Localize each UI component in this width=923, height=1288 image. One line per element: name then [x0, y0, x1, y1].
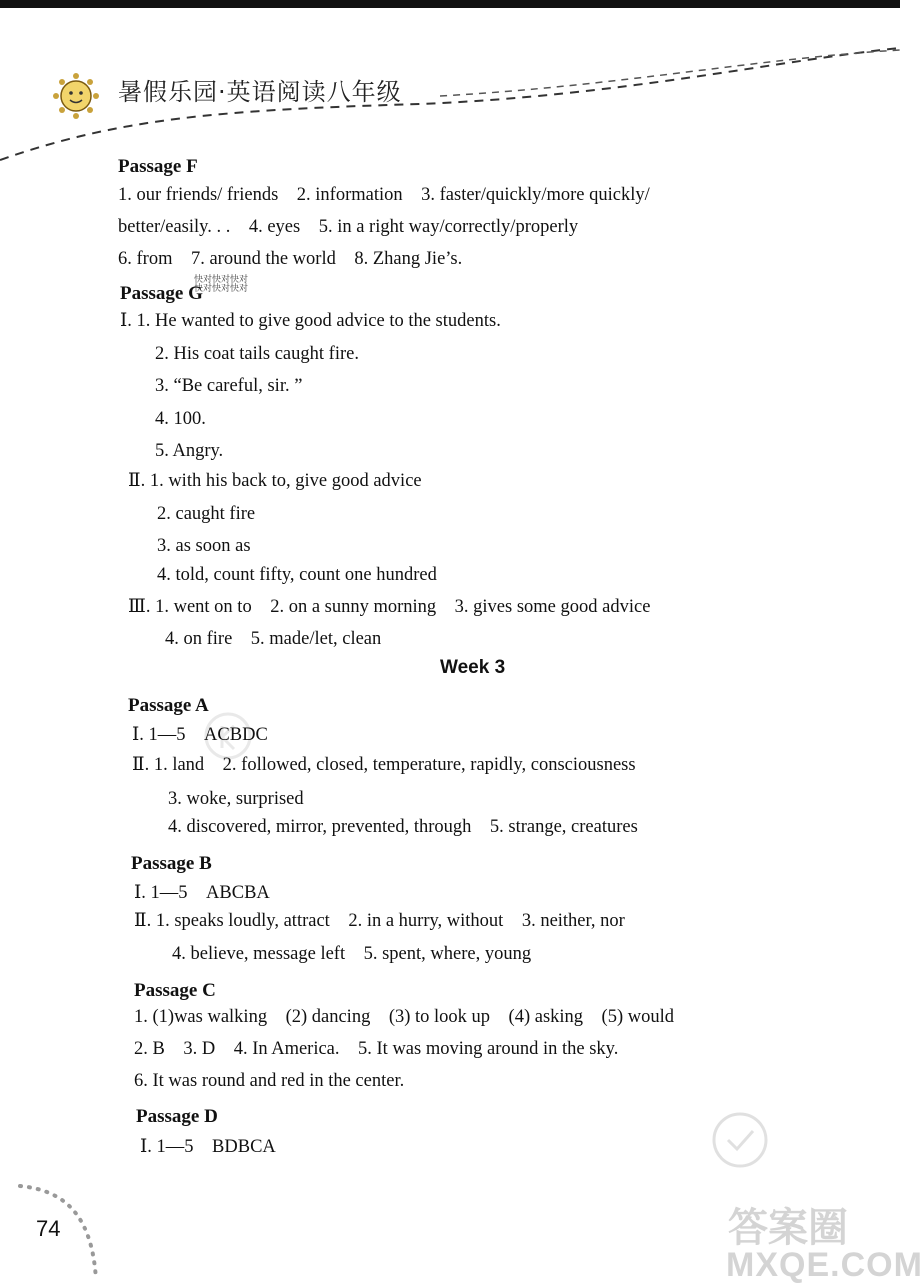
- answer-line: 6. from 7. around the world 8. Zhang Jie’s.: [118, 249, 463, 269]
- week-heading: Week 3: [440, 657, 506, 678]
- passage-heading: Passage A: [128, 695, 209, 716]
- faint-check-watermark-icon: [714, 1114, 766, 1166]
- answer-line: better/easily. . . 4. eyes 5. in a right way/correctly/properly: [118, 217, 579, 237]
- answer-line: Ⅲ. 1. went on to 2. on a sunny morning 3. gives some good advice: [128, 597, 651, 617]
- answer-line: 1. (1)was walking (2) dancing (3) to look up (4) asking (5) would: [134, 1007, 674, 1027]
- answer-line: Ⅱ. 1. with his back to, give good advice: [128, 471, 422, 491]
- answer-line: 3. woke, surprised: [168, 789, 304, 809]
- sun-logo-icon: [52, 72, 100, 120]
- answer-line: Ⅰ. 1—5 BDBCA: [140, 1137, 276, 1157]
- passage-heading: Passage G: [120, 283, 203, 304]
- stamp-text: 快对快对快对 快对快对快对: [194, 275, 249, 294]
- answer-line: 4. believe, message left 5. spent, where, young: [172, 944, 532, 964]
- page-number: 74: [36, 1216, 61, 1241]
- page-title: 暑假乐园·英语阅读八年级: [118, 78, 402, 106]
- passage-heading: Passage C: [134, 980, 216, 1001]
- answer-line: 6. It was round and red in the center.: [134, 1071, 405, 1091]
- passage-heading: Passage D: [136, 1106, 218, 1127]
- answer-line: 4. told, count fifty, count one hundred: [157, 565, 437, 585]
- answer-line: 2. caught fire: [157, 504, 256, 524]
- answer-line: Ⅰ. 1—5 ABCBA: [134, 883, 270, 903]
- answer-line: 5. Angry.: [155, 441, 224, 461]
- answer-line: 3. as soon as: [157, 536, 251, 556]
- answer-line: 2. B 3. D 4. In America. 5. It was moving around in the sky.: [134, 1039, 619, 1059]
- passage-heading: Passage F: [118, 156, 198, 177]
- answer-line: 1. our friends/ friends 2. information 3. faster/quickly/more quickly/: [118, 185, 650, 205]
- answer-line: 4. 100.: [155, 409, 206, 429]
- watermark-text: 答案圈: [728, 1205, 848, 1251]
- watermark-url: MXQE.COM: [726, 1246, 923, 1284]
- answer-line: 4. discovered, mirror, prevented, through 5. strange, creatures: [168, 817, 638, 837]
- answer-line: 4. on fire 5. made/let, clean: [165, 629, 382, 649]
- answer-line: Ⅰ. 1. He wanted to give good advice to the students.: [120, 311, 501, 331]
- answer-line: 3. “Be careful, sir. ”: [155, 376, 303, 396]
- answer-line: Ⅱ. 1. land 2. followed, closed, temperature, rapidly, consciousness: [132, 755, 636, 775]
- answer-line: Ⅰ. 1—5 ACBDC: [132, 725, 268, 745]
- passage-heading: Passage B: [131, 853, 212, 874]
- answer-line: Ⅱ. 1. speaks loudly, attract 2. in a hurry, without 3. neither, nor: [134, 911, 625, 931]
- answer-line: 2. His coat tails caught fire.: [155, 344, 359, 364]
